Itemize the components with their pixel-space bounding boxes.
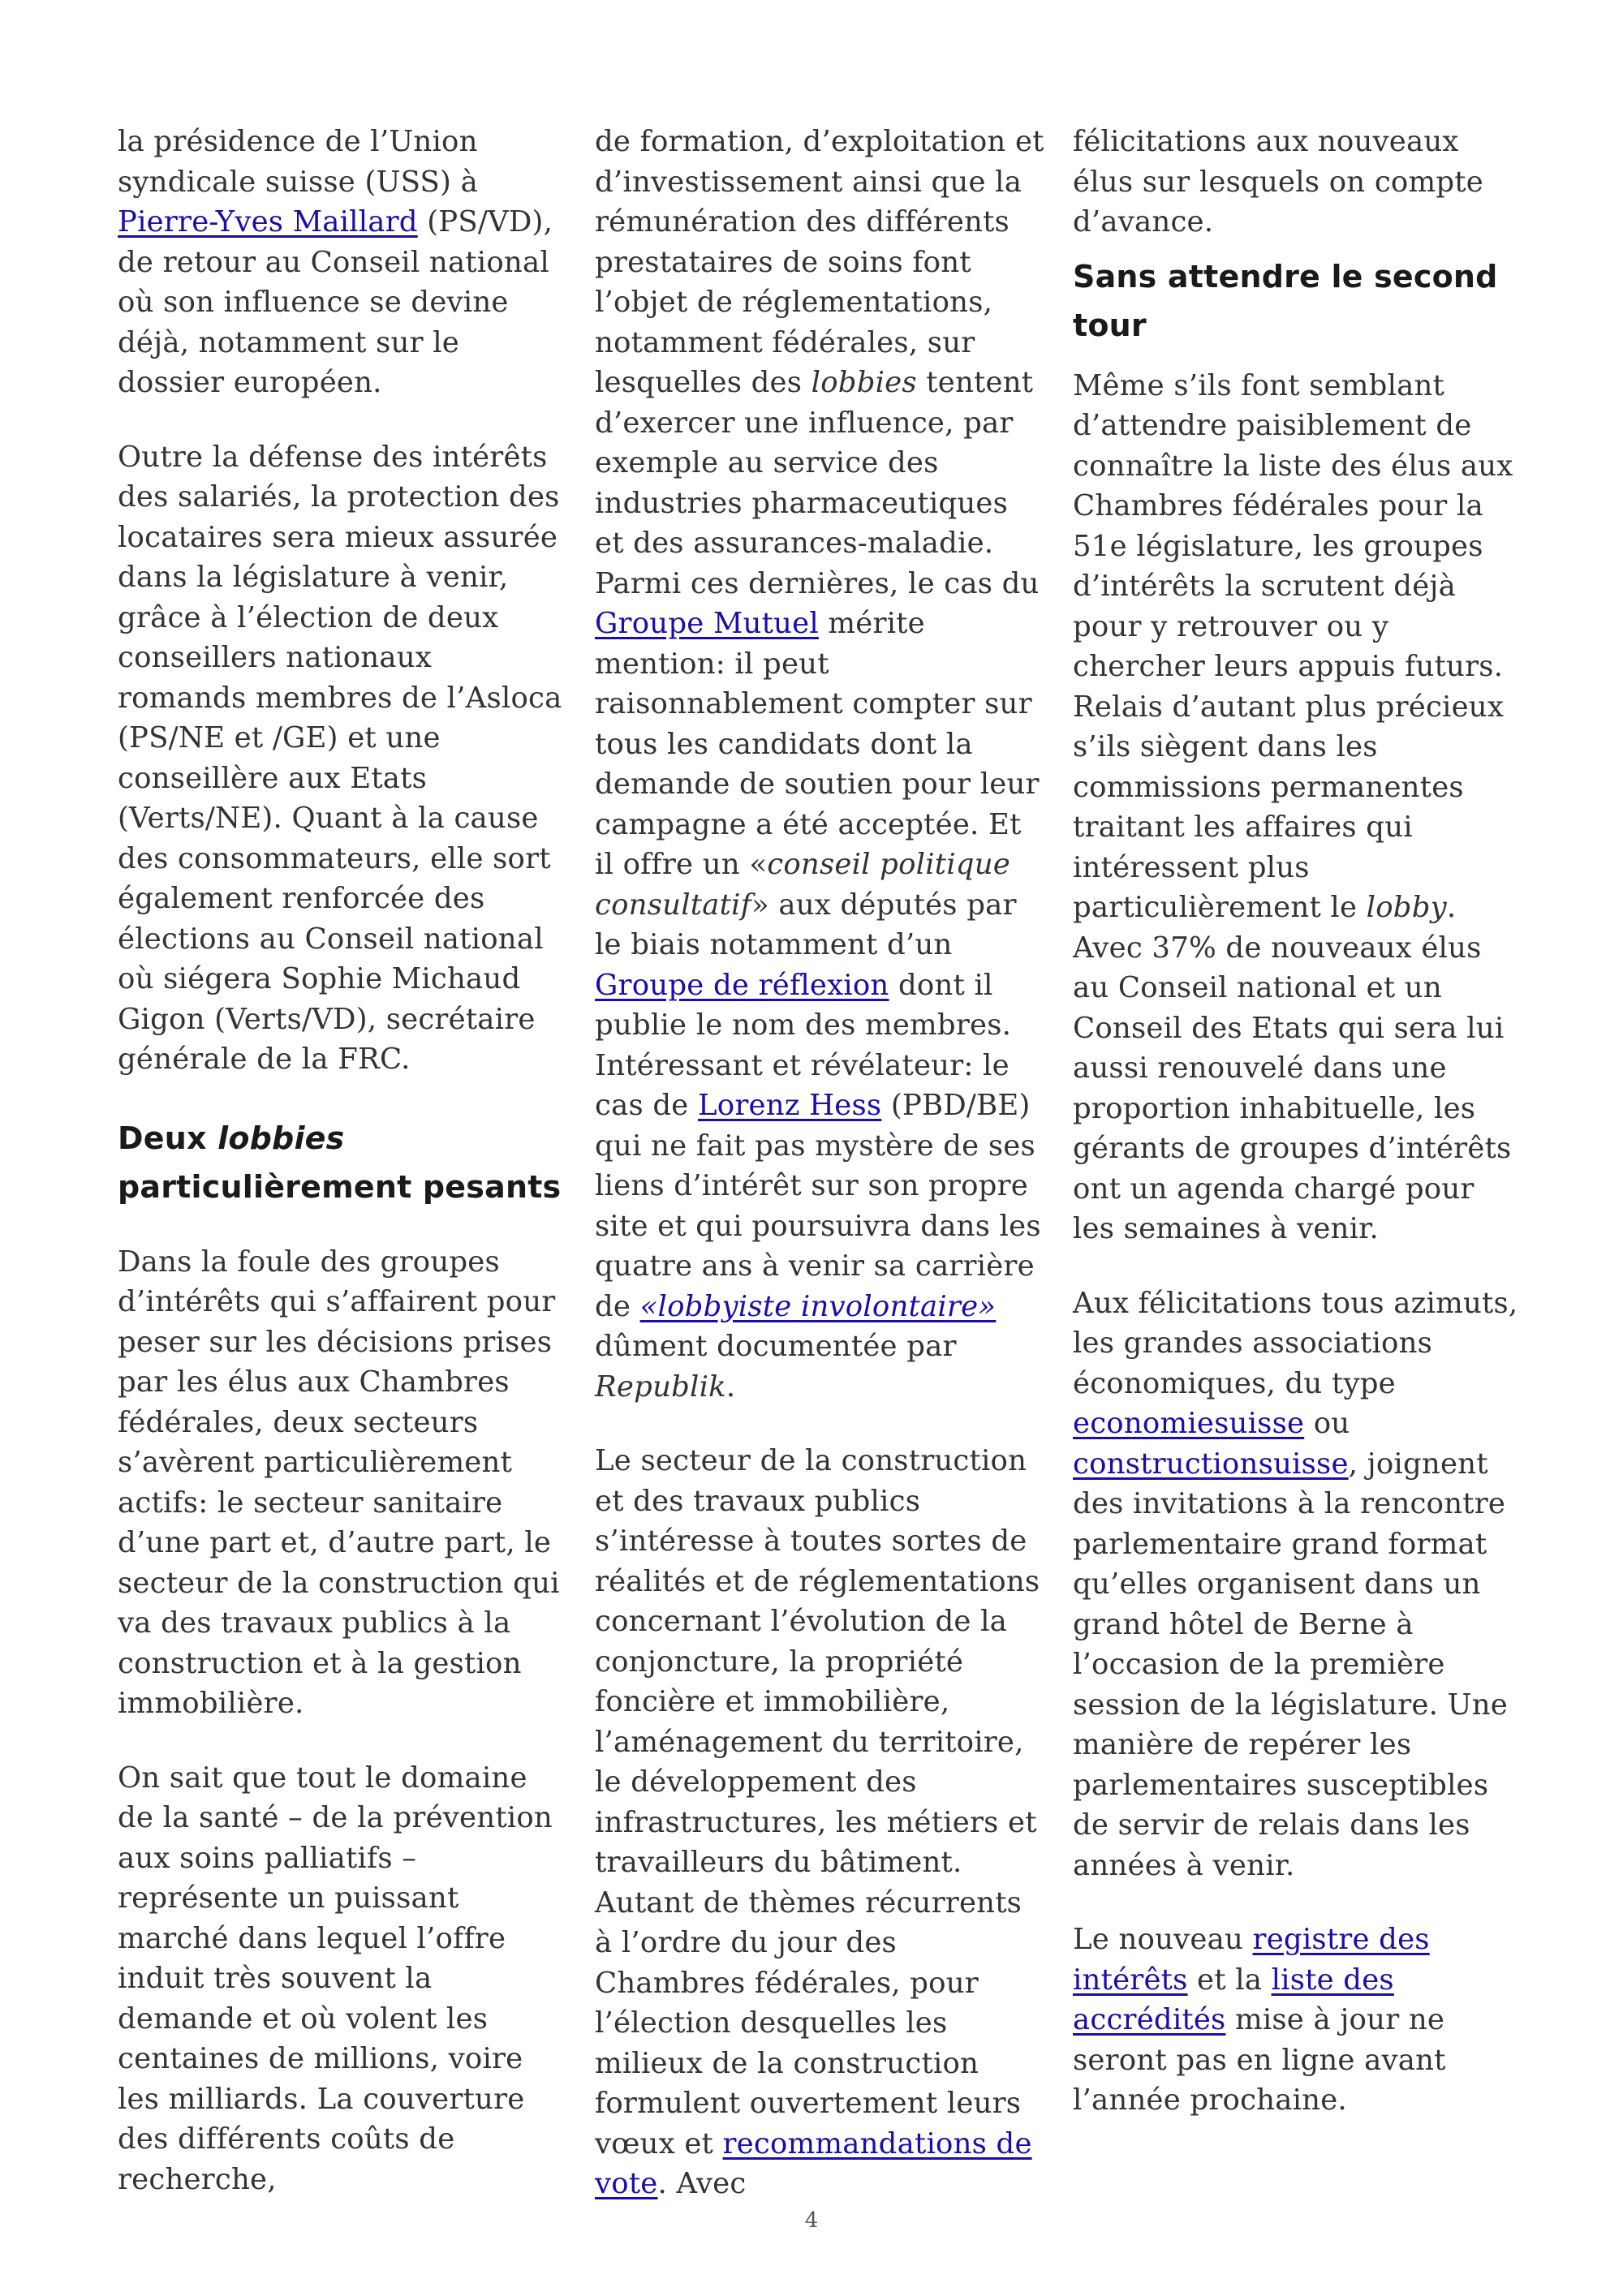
link-pierre-yves-maillard[interactable]: Pierre-Yves Maillard bbox=[118, 205, 418, 239]
section-heading: Deux lobbies particulièrement pesants bbox=[118, 1120, 562, 1205]
paragraph: Même s’ils font semblant d’attendre paisiblement de connaître la liste des élus aux Chambres fédérales pour la 51e législature, les groupes d’intérêts la scrutent déjà pour y retrouver ou y chercher leurs appuis futurs. Relais d’autant plus précieux s’ils siègent dans les commissions permanentes traitant les affaires qui intéressent plus particulièrement le lobby. Avec 37% de nouveaux élus au Conseil national et un Conseil des Etats qui sera lui aussi renouvelé dans une proportion inhabituelle, les gérants de groupes d’intérêts ont un agenda chargé pour les semaines à venir. bbox=[1073, 368, 1513, 1245]
paragraph: Dans la foule des groupes d’intérêts qui s’affairent pour peser sur les décisions prises par les élus aux Chambres fédérales, deux secteurs s’avèrent particulièrement actifs: le secteur sanitaire d’une part et, d’autre part, le secteur de la construction qui va des travaux publics à la construction et à la gestion immobilière. bbox=[118, 1245, 560, 1720]
link-lobbyiste-involontaire[interactable]: «lobbyiste involontaire» bbox=[639, 1289, 997, 1323]
paragraph: Le secteur de la construction et des travaux publics s’intéresse à toutes sortes de réalités et de réglementations concernant l’évolution de la conjoncture, la propriété foncière et immobilière, l’aménagement du territoire, le développement des infrastructures, les métiers et travailleurs du bâtiment. Autant de thèmes récurrents à l’ordre du jour des Chambres fédérales, pour l’élection desquelles les milieux de la construction formulent ouvertement leurs vœux et recommandations de vote. Avec bbox=[595, 1444, 1040, 2200]
link-groupe-mutuel[interactable]: Groupe Mutuel bbox=[595, 607, 819, 640]
paragraph: félicitations aux nouveaux élus sur lesquels on compte d’avance. bbox=[1073, 125, 1483, 239]
column-1 bbox=[118, 122, 568, 2199]
link-groupe-de-reflexion[interactable]: Groupe de réflexion bbox=[595, 968, 889, 1002]
page-number: 4 bbox=[804, 2208, 819, 2233]
paragraph: Outre la défense des intérêts des salariés, la protection des locataires sera mieux assurée dans la législature à venir, grâce à l’élection de deux conseillers nationaux romands membres de l’Asloca (PS/NE et /GE) et une conseillère aux Etats (Verts/NE). Quant à la cause des consommateurs, elle sort également renforcée des élections au Conseil national où siégera Sophie Michaud Gigon (Verts/VD), secrétaire générale de la FRC. bbox=[118, 440, 562, 1076]
paragraph: Le nouveau registre des intérêts et la liste des accrédités mise à jour ne seront pas en ligne avant l’année prochaine. bbox=[1073, 1923, 1446, 2117]
link-registre-des-interets[interactable]: registre des intérêts bbox=[1073, 1923, 1430, 1997]
paragraph: la présidence de l’Union syndicale suisse (USS) à Pierre-Yves Maillard (PS/VD), de retour au Conseil national où son influence se devine déjà, notamment sur le dossier européen. bbox=[118, 125, 553, 399]
paragraph: Aux félicitations tous azimuts, les grandes associations économiques, du type economiesuisse ou constructionsuisse, joignent des invitations à la rencontre parlementaire grand format qu’elles organisent dans un grand hôtel de Berne à l’occasion de la première session de la législature. Une manière de repérer les parlementaires susceptibles de servir de relais dans les années à venir. bbox=[1073, 1286, 1518, 1882]
column-2 bbox=[595, 122, 1045, 2204]
link-constructionsuisse[interactable]: constructionsuisse bbox=[1073, 1447, 1349, 1481]
link-liste-des-accredites[interactable]: liste des accrédités bbox=[1073, 1963, 1394, 2036]
paragraph: On sait que tout le domaine de la santé – de la prévention aux soins palliatifs – représente un puissant marché dans lequel l’offre induit très souvent la demande et où volent les centaines de millions, voire les milliards. La couverture des différents coûts de recherche, bbox=[118, 1761, 553, 2196]
link-economiesuisse[interactable]: economiesuisse bbox=[1073, 1407, 1305, 1440]
link-recommandations-de-vote[interactable]: recommandations de vote bbox=[595, 2126, 1032, 2200]
column-3 bbox=[1073, 122, 1523, 2121]
link-lorenz-hess[interactable]: Lorenz Hess bbox=[697, 1089, 882, 1122]
section-heading: Sans attendre le second tour bbox=[1073, 258, 1498, 343]
paragraph: de formation, d’exploitation et d’investissement ainsi que la rémunération des différents prestataires de soins font l’objet de réglementations, notamment fédérales, sur lesquelles des lobbies tentent d’exercer une influence, par exemple au service des industries pharmaceutiques et des assurances-maladie. Parmi ces dernières, le cas du Groupe Mutuel mérite mention: il peut raisonnablement compter sur tous les candidats dont la demande de soutien pour leur campagne a été acceptée. Et il offre un «conseil politique consultatif» aux députés par le biais notamment d’un Groupe de réflexion dont il publie le nom des membres. Intéressant et révélateur: le cas de Lorenz Hess (PBD/BE) qui ne fait pas mystère de ses liens d’intérêt sur son propre site et qui poursuivra dans les quatre ans à venir sa carrière de «lobbyiste involontaire» dûment documentée par Republik. bbox=[595, 125, 1044, 1404]
